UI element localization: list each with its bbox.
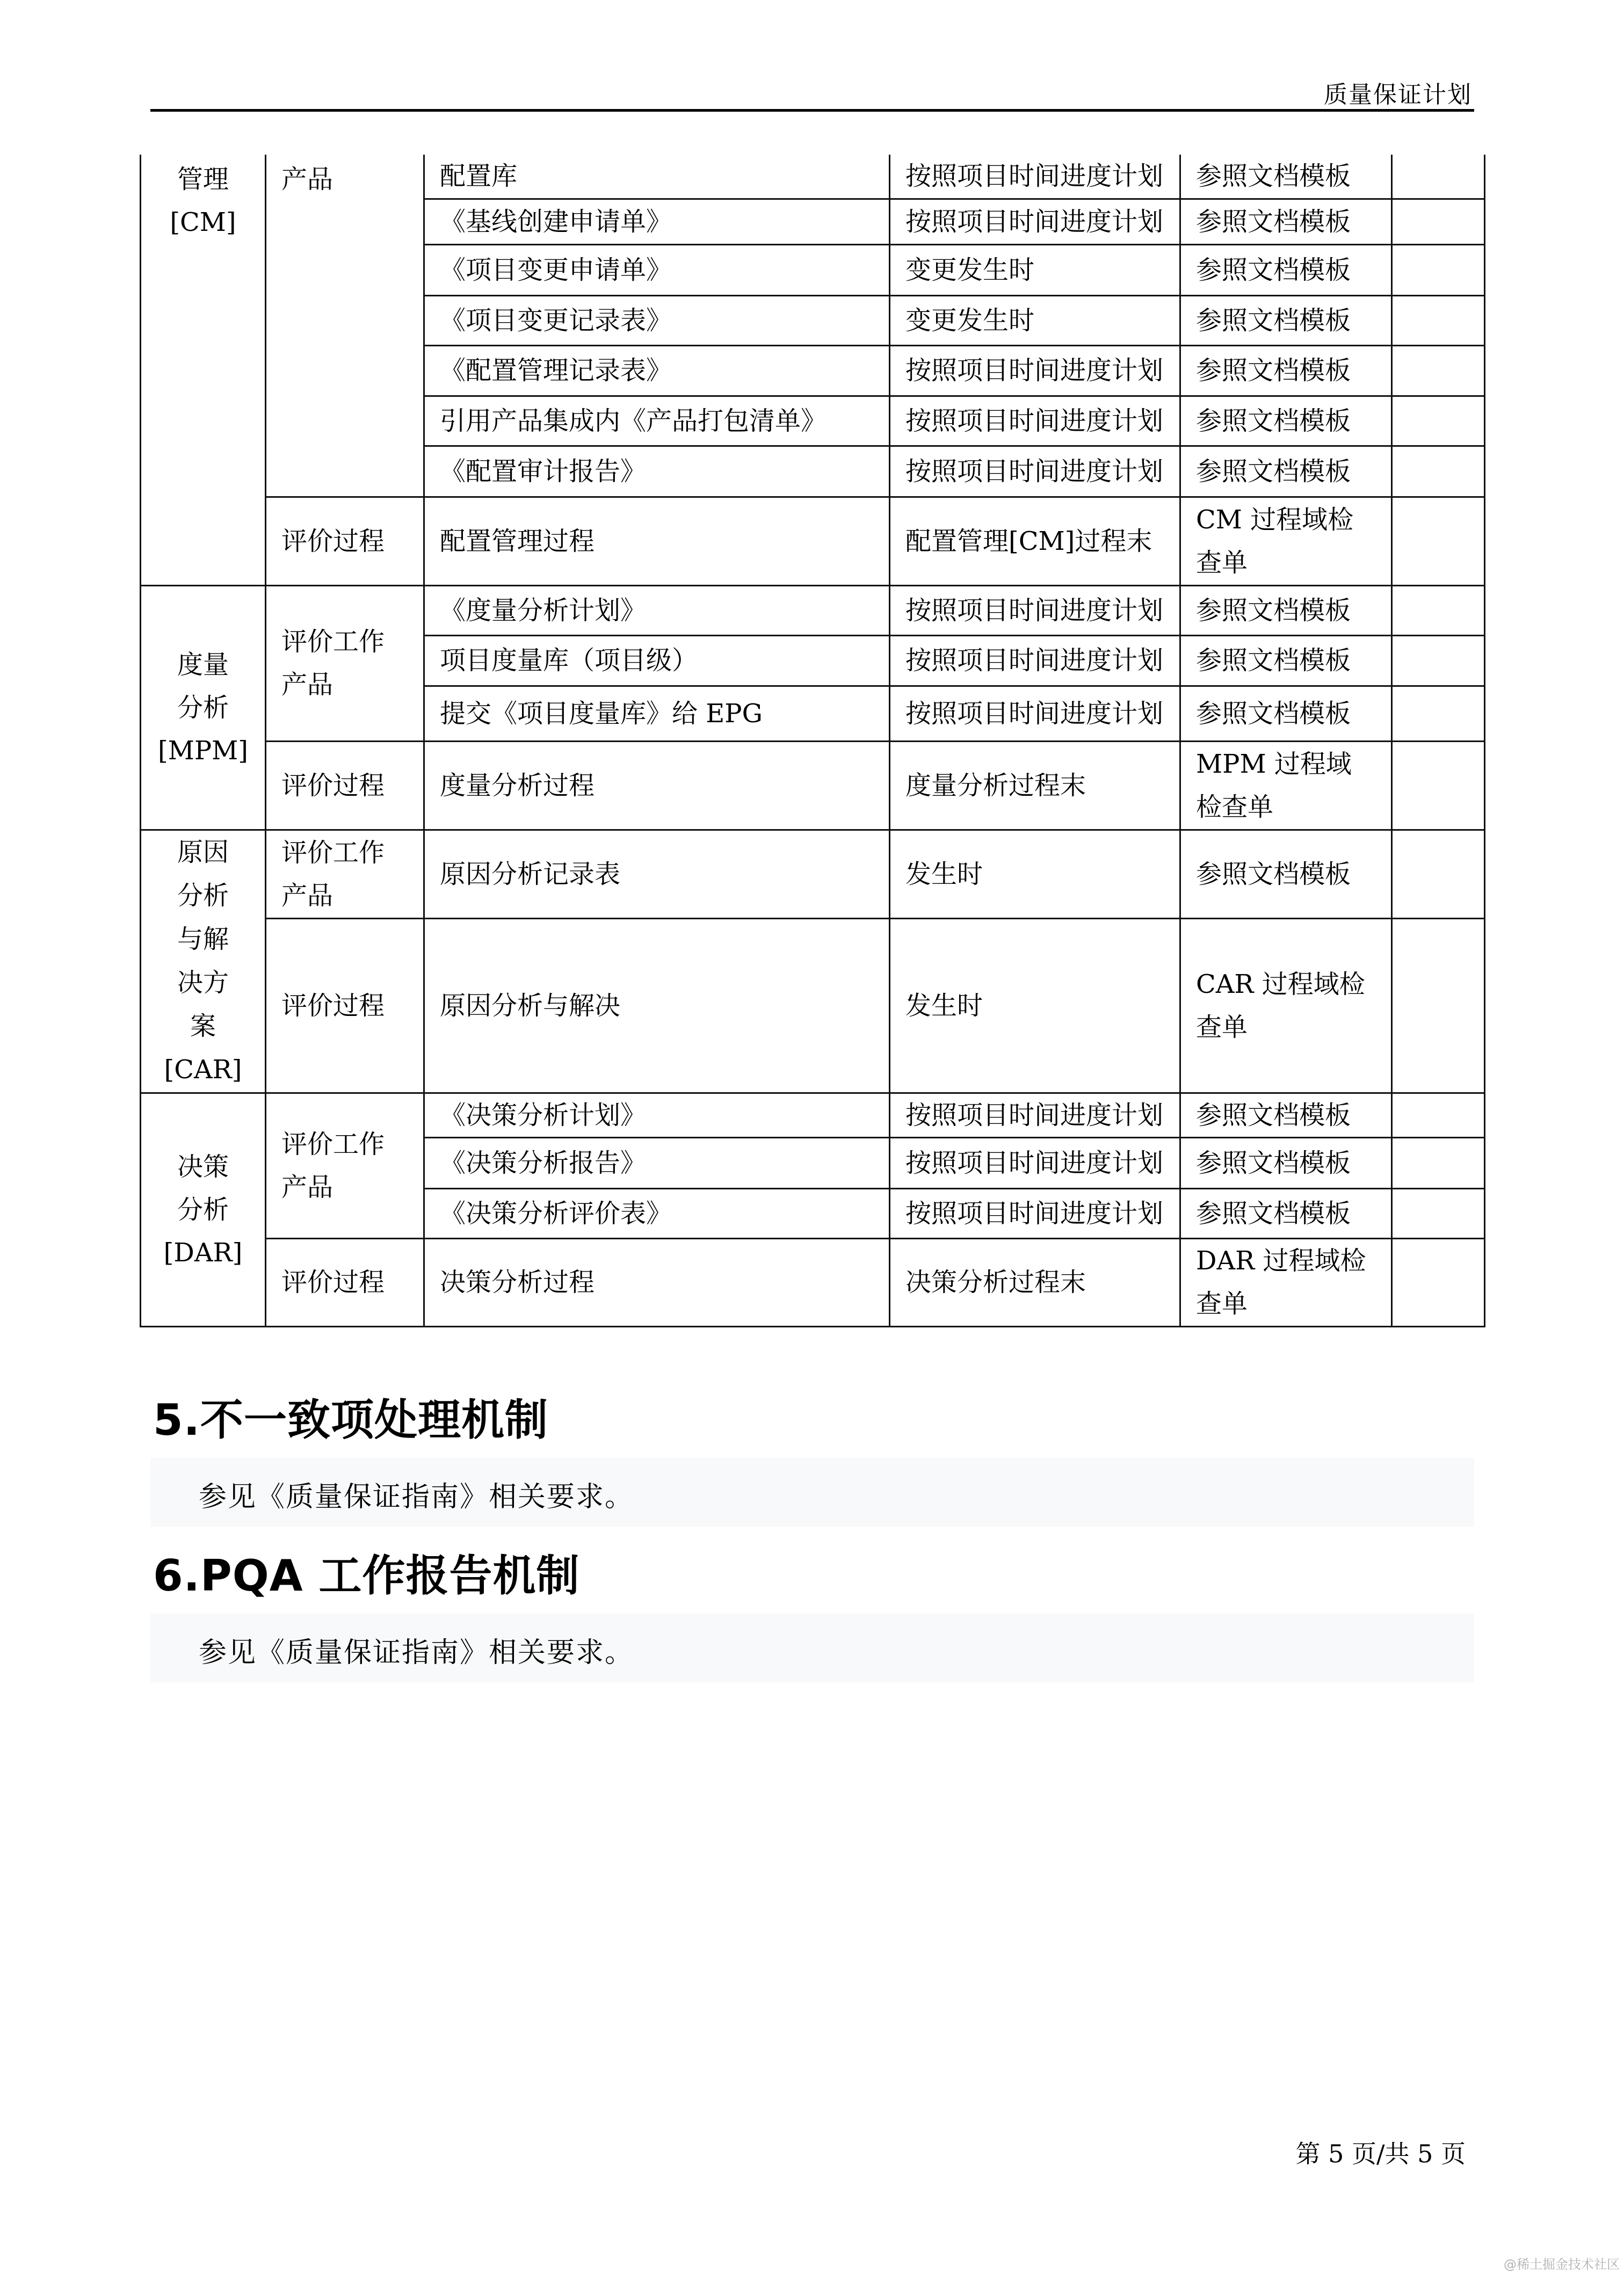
note-cell bbox=[1392, 635, 1485, 686]
time-cell: 按照项目时间进度计划 bbox=[890, 686, 1180, 741]
header-rule bbox=[150, 109, 1474, 112]
ref-cell: 参照文档模板 bbox=[1180, 585, 1392, 635]
section-heading-nonconformity: 5.不一致项处理机制 bbox=[153, 1395, 549, 1445]
note-cell bbox=[1392, 199, 1485, 244]
category-label: 评价工作产品 bbox=[266, 830, 424, 918]
category-label: 评价过程 bbox=[266, 1238, 424, 1326]
ref-cell: 参照文档模板 bbox=[1180, 345, 1392, 396]
item-cell: 项目度量库（项目级） bbox=[424, 635, 890, 686]
ref-cell: 参照文档模板 bbox=[1180, 295, 1392, 345]
note-cell bbox=[1392, 1188, 1485, 1238]
item-cell: 配置库 bbox=[424, 155, 890, 199]
table-row bbox=[141, 830, 1485, 918]
table-row bbox=[141, 585, 1485, 635]
time-cell: 发生时 bbox=[890, 918, 1180, 1093]
ref-cell: 参照文档模板 bbox=[1180, 1093, 1392, 1137]
time-cell: 按照项目时间进度计划 bbox=[890, 1188, 1180, 1238]
ref-cell: MPM 过程域检查单 bbox=[1180, 741, 1392, 830]
time-cell: 决策分析过程末 bbox=[890, 1238, 1180, 1326]
category-label: 评价过程 bbox=[266, 497, 424, 585]
note-cell bbox=[1392, 446, 1485, 497]
note-cell bbox=[1392, 1093, 1485, 1137]
note-cell bbox=[1392, 918, 1485, 1093]
note-cell bbox=[1392, 1137, 1485, 1188]
item-cell: 《项目变更申请单》 bbox=[424, 244, 890, 295]
time-cell: 变更发生时 bbox=[890, 295, 1180, 345]
ref-cell: DAR 过程域检查单 bbox=[1180, 1238, 1392, 1326]
category-label: 产品 bbox=[266, 155, 424, 497]
table-row bbox=[141, 918, 1485, 1093]
note-cell bbox=[1392, 686, 1485, 741]
item-cell: 原因分析与解决 bbox=[424, 918, 890, 1093]
page-number: 第 5 页/共 5 页 bbox=[1295, 2139, 1466, 2168]
ref-cell: 参照文档模板 bbox=[1180, 155, 1392, 199]
ref-cell: 参照文档模板 bbox=[1180, 830, 1392, 918]
time-cell: 按照项目时间进度计划 bbox=[890, 635, 1180, 686]
ref-cell: 参照文档模板 bbox=[1180, 396, 1392, 446]
ref-cell: CAR 过程域检查单 bbox=[1180, 918, 1392, 1093]
time-cell: 按照项目时间进度计划 bbox=[890, 585, 1180, 635]
process-area-car: 原因 分析 与解 决方 案 [CAR] bbox=[141, 830, 266, 1093]
time-cell: 按照项目时间进度计划 bbox=[890, 155, 1180, 199]
time-cell: 按照项目时间进度计划 bbox=[890, 345, 1180, 396]
process-area-dar: 决策 分析 [DAR] bbox=[141, 1093, 266, 1326]
time-cell: 按照项目时间进度计划 bbox=[890, 199, 1180, 244]
section-body-nonconformity bbox=[150, 1458, 1474, 1527]
table-row bbox=[141, 741, 1485, 830]
time-cell: 变更发生时 bbox=[890, 244, 1180, 295]
item-cell: 《决策分析评价表》 bbox=[424, 1188, 890, 1238]
qa-activity-table bbox=[140, 155, 1485, 1327]
item-cell: 决策分析过程 bbox=[424, 1238, 890, 1326]
note-cell bbox=[1392, 155, 1485, 199]
watermark: @稀土掘金技术社区 bbox=[1504, 2257, 1620, 2272]
item-cell: 《度量分析计划》 bbox=[424, 585, 890, 635]
item-cell: 《配置管理记录表》 bbox=[424, 345, 890, 396]
category-label: 评价过程 bbox=[266, 918, 424, 1093]
ref-cell: 参照文档模板 bbox=[1180, 1188, 1392, 1238]
note-cell bbox=[1392, 497, 1485, 585]
process-area-cm: 管理 [CM] bbox=[141, 155, 266, 585]
category-label: 评价过程 bbox=[266, 741, 424, 830]
note-cell bbox=[1392, 295, 1485, 345]
table-row bbox=[141, 497, 1485, 585]
item-cell: 度量分析过程 bbox=[424, 741, 890, 830]
ref-cell: 参照文档模板 bbox=[1180, 635, 1392, 686]
time-cell: 按照项目时间进度计划 bbox=[890, 396, 1180, 446]
item-cell: 《决策分析报告》 bbox=[424, 1137, 890, 1188]
section-heading-pqa-report: 6.PQA 工作报告机制 bbox=[153, 1551, 580, 1601]
section-body-text: 参见《质量保证指南》相关要求。 bbox=[199, 1481, 634, 1513]
time-cell: 按照项目时间进度计划 bbox=[890, 446, 1180, 497]
ref-cell: 参照文档模板 bbox=[1180, 199, 1392, 244]
note-cell bbox=[1392, 345, 1485, 396]
category-label: 评价工作产品 bbox=[266, 1093, 424, 1238]
note-cell bbox=[1392, 244, 1485, 295]
ref-cell: CM 过程域检查单 bbox=[1180, 497, 1392, 585]
time-cell: 发生时 bbox=[890, 830, 1180, 918]
item-cell: 《项目变更记录表》 bbox=[424, 295, 890, 345]
note-cell bbox=[1392, 830, 1485, 918]
ref-cell: 参照文档模板 bbox=[1180, 686, 1392, 741]
item-cell: 《决策分析计划》 bbox=[424, 1093, 890, 1137]
note-cell bbox=[1392, 585, 1485, 635]
time-cell: 度量分析过程末 bbox=[890, 741, 1180, 830]
section-body-text: 参见《质量保证指南》相关要求。 bbox=[199, 1637, 634, 1669]
section-body-pqa-report bbox=[150, 1614, 1474, 1682]
item-cell: 《基线创建申请单》 bbox=[424, 199, 890, 244]
note-cell bbox=[1392, 396, 1485, 446]
ref-cell: 参照文档模板 bbox=[1180, 1137, 1392, 1188]
category-label: 评价工作产品 bbox=[266, 585, 424, 741]
time-cell: 配置管理[CM]过程末 bbox=[890, 497, 1180, 585]
time-cell: 按照项目时间进度计划 bbox=[890, 1093, 1180, 1137]
table-row bbox=[141, 155, 1485, 199]
table-row bbox=[141, 1093, 1485, 1137]
note-cell bbox=[1392, 1238, 1485, 1326]
ref-cell: 参照文档模板 bbox=[1180, 446, 1392, 497]
process-area-mpm: 度量 分析 [MPM] bbox=[141, 585, 266, 830]
running-header-title: 质量保证计划 bbox=[1324, 81, 1472, 108]
table-row bbox=[141, 1238, 1485, 1326]
item-cell: 引用产品集成内《产品打包清单》 bbox=[424, 396, 890, 446]
ref-cell: 参照文档模板 bbox=[1180, 244, 1392, 295]
item-cell: 提交《项目度量库》给 EPG bbox=[424, 686, 890, 741]
item-cell: 《配置审计报告》 bbox=[424, 446, 890, 497]
time-cell: 按照项目时间进度计划 bbox=[890, 1137, 1180, 1188]
item-cell: 配置管理过程 bbox=[424, 497, 890, 585]
item-cell: 原因分析记录表 bbox=[424, 830, 890, 918]
note-cell bbox=[1392, 741, 1485, 830]
